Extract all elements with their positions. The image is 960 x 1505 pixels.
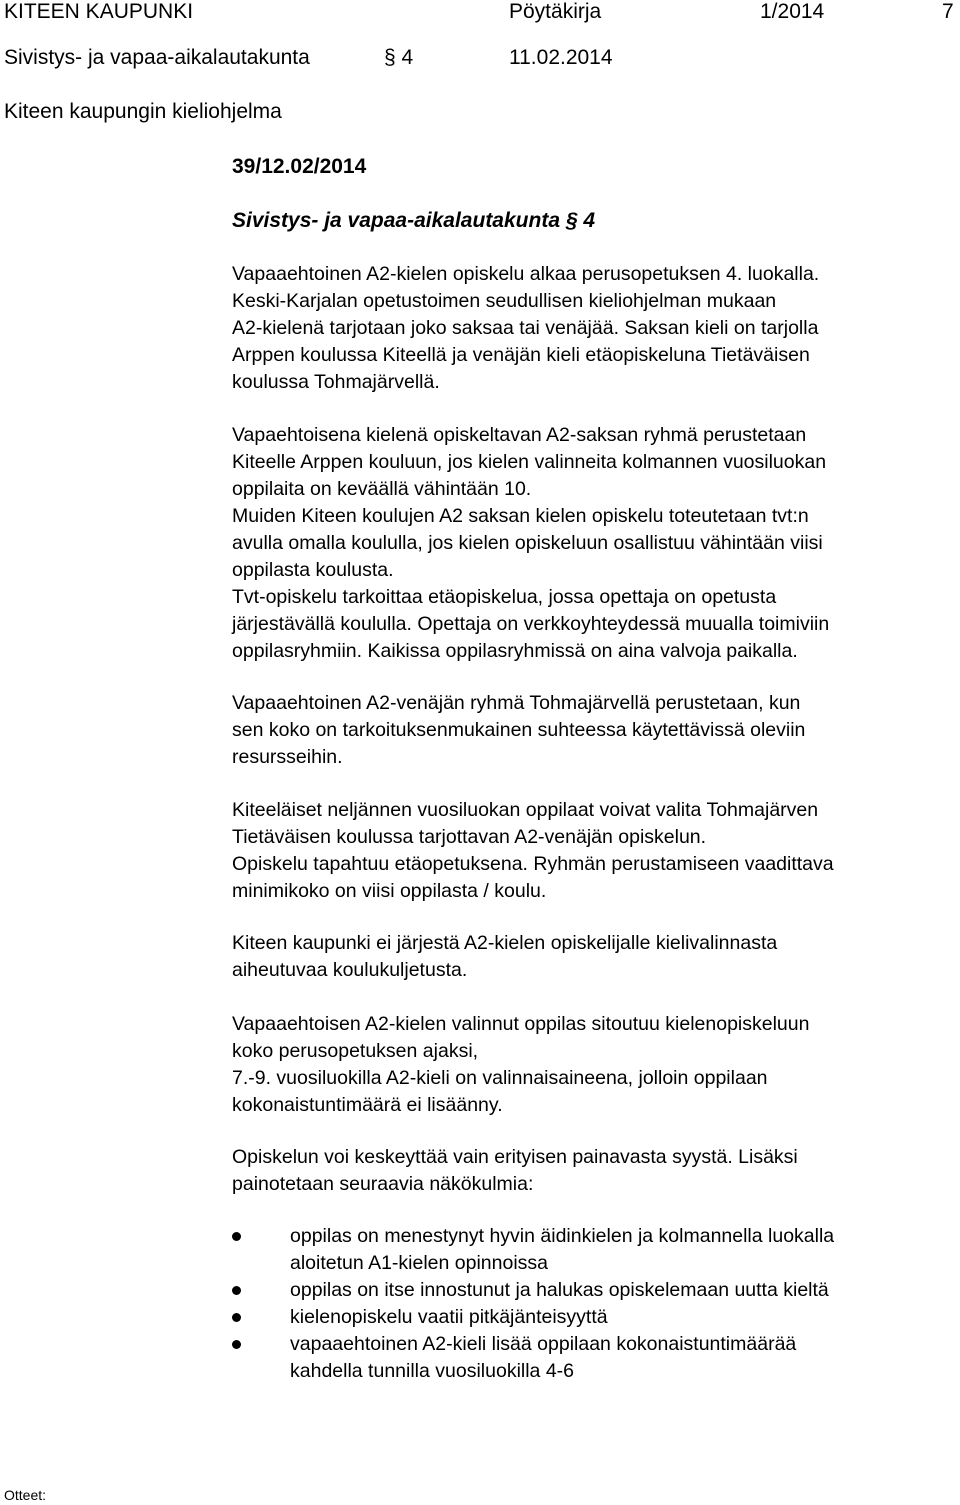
committee-name: Sivistys- ja vapaa-aikalautakunta	[4, 46, 310, 69]
text-line: järjestävällä koululla. Opettaja on verkkoyhteydessä muualla toimiviin	[232, 613, 830, 635]
text-line: avulla omalla koululla, jos kielen opiskeluun osallistuu vähintään viisi	[232, 532, 823, 554]
document-type: Pöytäkirja	[509, 0, 602, 23]
text-line: oppilaita on keväällä vähintään 10.	[232, 478, 532, 500]
text-line: Vapaaehtoisen A2-kielen valinnut oppilas sitoutuu kielenopiskeluun	[232, 1013, 810, 1035]
text-line: Muiden Kiteen koulujen A2 saksan kielen opiskelu toteutetaan tvt:n	[232, 505, 809, 527]
text-line: koulussa Tohmajärvellä.	[232, 371, 440, 393]
text-line: Opiskelu tapahtuu etäopetuksena. Ryhmän perustamiseen vaadittava	[232, 853, 834, 875]
page-title: Kiteen kaupungin kieliohjelma	[4, 100, 282, 123]
paragraph-4	[232, 797, 954, 905]
text-line: A2-kielenä tarjotaan joko saksaa tai venäjää. Saksan kieli on tarjolla	[232, 317, 819, 339]
bullet-icon	[232, 1340, 241, 1349]
paragraph-5	[232, 930, 954, 984]
list-item-text: oppilas on itse innostunut ja halukas opiskelemaan uutta kieltä	[290, 1279, 829, 1301]
text-line: Opiskelun voi keskeyttää vain erityisen painavasta syystä. Lisäksi	[232, 1146, 798, 1168]
page-number: 7	[942, 0, 954, 23]
list-item-text: aloitetun A1-kielen opinnoissa	[290, 1252, 549, 1274]
list-item	[232, 1277, 834, 1304]
text-line: Vapaaehtoinen A2-venäjän ryhmä Tohmajärvellä perustetaan, kun	[232, 692, 801, 714]
list-item-text: vapaaehtoinen A2-kieli lisää oppilaan kokonaistuntimäärää	[290, 1333, 797, 1355]
text-line: minimikoko on viisi oppilasta / koulu.	[232, 880, 547, 902]
bullet-icon	[232, 1313, 241, 1322]
text-line: Keski-Karjalan opetustoimen seudullisen kieliohjelman mukaan	[232, 290, 777, 312]
reference-number: 39/12.02/2014	[232, 155, 367, 178]
text-line: Kiteen kaupunki ei järjestä A2-kielen opiskelijalle kielivalinnasta	[232, 932, 778, 954]
text-line: kokonaistuntimäärä ei lisäänny.	[232, 1094, 503, 1116]
text-line: resursseihin.	[232, 746, 343, 768]
text-line: Kiteeläiset neljännen vuosiluokan oppilaat voivat valita Tohmajärven	[232, 799, 819, 821]
paragraph-1	[232, 261, 954, 396]
bullet-icon	[232, 1232, 241, 1241]
document-number: 1/2014	[760, 0, 825, 23]
meeting-date: 11.02.2014	[509, 46, 613, 69]
criteria-list	[232, 1223, 834, 1385]
footer-label: Otteet:	[4, 1487, 47, 1503]
text-line: Tvt-opiskelu tarkoittaa etäopiskelua, jossa opettaja on opetusta	[232, 586, 777, 608]
section-number: § 4	[384, 46, 414, 69]
paragraph-2	[232, 422, 954, 665]
text-line: aiheutuvaa koulukuljetusta.	[232, 959, 468, 981]
text-line: sen koko on tarkoituksenmukainen suhteessa käytettävissä oleviin	[232, 719, 806, 741]
text-line: Kiteelle Arppen kouluun, jos kielen valinneita kolmannen vuosiluokan	[232, 451, 827, 473]
list-item	[232, 1304, 834, 1331]
text-line: Tietäväisen koulussa tarjottavan A2-venäjän opiskelun.	[232, 826, 707, 848]
text-line: oppilasta koulusta.	[232, 559, 394, 581]
text-line: koko perusopetuksen ajaksi,	[232, 1040, 479, 1062]
text-line: oppilasryhmiin. Kaikissa oppilasryhmissä on aina valvoja paikalla.	[232, 640, 798, 662]
decision-heading: Sivistys- ja vapaa-aikalautakunta § 4	[232, 209, 596, 232]
org-name: KITEEN KAUPUNKI	[4, 0, 194, 23]
text-line: Arppen koulussa Kiteellä ja venäjän kieli etäopiskeluna Tietäväisen	[232, 344, 810, 366]
text-line: Vapaaehtoinen A2-kielen opiskelu alkaa perusopetuksen 4. luokalla.	[232, 263, 820, 285]
paragraph-3	[232, 690, 954, 771]
text-line: painotetaan seuraavia näkökulmia:	[232, 1173, 534, 1195]
text-line: 7.-9. vuosiluokilla A2-kieli on valinnaisaineena, jolloin oppilaan	[232, 1067, 768, 1089]
list-item	[232, 1331, 834, 1385]
list-item	[232, 1223, 834, 1277]
list-item-text: kielenopiskelu vaatii pitkäjänteisyyttä	[290, 1306, 608, 1328]
paragraph-6	[232, 1011, 954, 1119]
paragraph-7	[232, 1144, 954, 1198]
list-item-text: oppilas on menestynyt hyvin äidinkielen ja kolmannella luokalla	[290, 1225, 835, 1247]
bullet-icon	[232, 1286, 241, 1295]
list-item-text: kahdella tunnilla vuosiluokilla 4-6	[290, 1360, 575, 1382]
text-line: Vapaehtoisena kielenä opiskeltavan A2-saksan ryhmä perustetaan	[232, 424, 807, 446]
